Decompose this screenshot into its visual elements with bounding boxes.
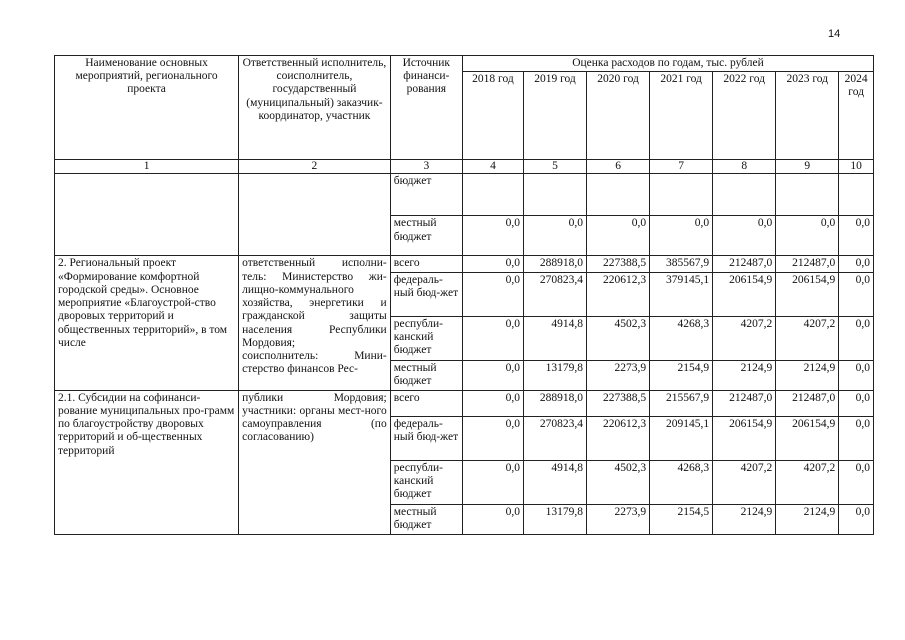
project-name-cell: 2. Региональный проект «Формирование комфортной городской среды». Основное мероприятие «Благоустрой-ство дворовых территорий и общественных территорий», в том числе [55,256,239,390]
value-cell: 4207,2 [713,316,776,360]
value-cell: 0,0 [462,390,523,416]
value-cell: 270823,4 [523,416,586,460]
value-cell: 379145,1 [650,272,713,316]
value-cell: 0,0 [462,256,523,272]
value-cell: 0,0 [839,216,874,256]
column-number: 2 [239,160,391,174]
value-cell: 220612,3 [587,416,650,460]
value-cell: 2273,9 [587,504,650,534]
value-cell: 0,0 [462,460,523,504]
column-number: 8 [713,160,776,174]
column-number: 6 [587,160,650,174]
value-cell: 2154,9 [650,360,713,390]
value-cell: 4268,3 [650,460,713,504]
value-cell: 206154,9 [713,272,776,316]
value-cell: 0,0 [587,216,650,256]
value-cell [587,174,650,216]
value-cell: 227388,5 [587,256,650,272]
page-number: 14 [828,28,841,40]
value-cell [776,174,839,216]
value-cell: 0,0 [462,216,523,256]
value-cell [650,174,713,216]
value-cell: 0,0 [462,316,523,360]
column-number-row [55,160,874,174]
column-number: 4 [462,160,523,174]
value-cell: 220612,3 [587,272,650,316]
column-number: 7 [650,160,713,174]
subsidy-executor-cell: публики Мордовия; участники: органы мест-ного самоуправления (по согласованию) [239,390,391,534]
value-cell [713,174,776,216]
value-cell: 0,0 [839,360,874,390]
value-cell: 206154,9 [776,416,839,460]
value-cell: 0,0 [839,256,874,272]
source-cell: всего [390,390,462,416]
source-cell: всего [390,256,462,272]
column-number: 3 [390,160,462,174]
source-cell: бюджет [390,174,462,216]
source-cell: республи-канский бюджет [390,316,462,360]
value-cell: 0,0 [462,504,523,534]
value-cell: 4207,2 [713,460,776,504]
value-cell: 2124,9 [713,504,776,534]
value-cell: 2154,5 [650,504,713,534]
value-cell: 212487,0 [713,390,776,416]
value-cell: 209145,1 [650,416,713,460]
project-coexecutor-text: соисполнитель: Мини-стерство финансов Рес- [242,349,387,376]
value-cell: 215567,9 [650,390,713,416]
value-cell: 2124,9 [776,360,839,390]
header-year: 2021 год [650,72,713,160]
value-cell: 4502,3 [587,316,650,360]
header-year: 2019 год [523,72,586,160]
source-cell: местный бюджет [390,504,462,534]
value-cell: 212487,0 [713,256,776,272]
column-number: 9 [776,160,839,174]
value-cell: 212487,0 [776,256,839,272]
value-cell: 288918,0 [523,256,586,272]
value-cell: 4914,8 [523,316,586,360]
project-executor-text: ответственный исполни-тель: Министерство жи-лищно-коммунального хозяйства, энергетики и гражданской защиты населения Республики Мордовия; [242,257,387,349]
value-cell: 0,0 [523,216,586,256]
value-cell: 2124,9 [776,504,839,534]
value-cell: 0,0 [462,416,523,460]
value-cell: 4502,3 [587,460,650,504]
column-number: 10 [839,160,874,174]
expenditure-table [54,55,874,535]
table-row [55,256,874,272]
value-cell: 13179,8 [523,360,586,390]
value-cell: 2273,9 [587,360,650,390]
column-number: 5 [523,160,586,174]
value-cell: 0,0 [462,360,523,390]
header-name: Наименование основных мероприятий, регионального проекта [55,56,239,160]
value-cell: 0,0 [776,216,839,256]
value-cell: 2124,9 [713,360,776,390]
source-cell: федераль-ный бюд-жет [390,272,462,316]
table-row [55,174,874,216]
header-year: 2023 год [776,72,839,160]
value-cell: 212487,0 [776,390,839,416]
source-cell: местный бюджет [390,216,462,256]
value-cell: 0,0 [462,272,523,316]
value-cell: 4207,2 [776,316,839,360]
value-cell: 4268,3 [650,316,713,360]
table-row [55,390,874,416]
value-cell: 206154,9 [713,416,776,460]
value-cell: 0,0 [650,216,713,256]
value-cell: 270823,4 [523,272,586,316]
source-cell: федераль-ный бюд-жет [390,416,462,460]
header-year: 2018 год [462,72,523,160]
value-cell [839,174,874,216]
value-cell: 288918,0 [523,390,586,416]
value-cell: 0,0 [839,272,874,316]
value-cell: 0,0 [839,460,874,504]
header-year: 2020 год [587,72,650,160]
source-cell: республи-канский бюджет [390,460,462,504]
header-estimate: Оценка расходов по годам, тыс. рублей [462,56,873,72]
value-cell: 13179,8 [523,504,586,534]
value-cell: 0,0 [839,504,874,534]
value-cell [462,174,523,216]
source-cell: местный бюджет [390,360,462,390]
executor-cell-empty [239,174,391,256]
value-cell: 4207,2 [776,460,839,504]
value-cell [523,174,586,216]
value-cell: 206154,9 [776,272,839,316]
value-cell: 0,0 [839,416,874,460]
value-cell: 0,0 [839,316,874,360]
value-cell: 0,0 [713,216,776,256]
column-number: 1 [55,160,239,174]
value-cell: 227388,5 [587,390,650,416]
header-source: Источник финанси-рования [390,56,462,160]
project-executor-cell [239,256,391,390]
value-cell: 385567,9 [650,256,713,272]
header-year: 2024 год [839,72,874,160]
header-executor: Ответственный исполнитель, соисполнитель, государственный (муниципальный) заказчик-координатор, участник [239,56,391,160]
subsidy-name-cell: 2.1. Субсидии на софинанси-рование муниципальных про-грамм по благоустройству дворовых территорий и об-щественных территорий [55,390,239,534]
name-cell-empty [55,174,239,256]
header-year: 2022 год [713,72,776,160]
value-cell: 0,0 [839,390,874,416]
value-cell: 4914,8 [523,460,586,504]
